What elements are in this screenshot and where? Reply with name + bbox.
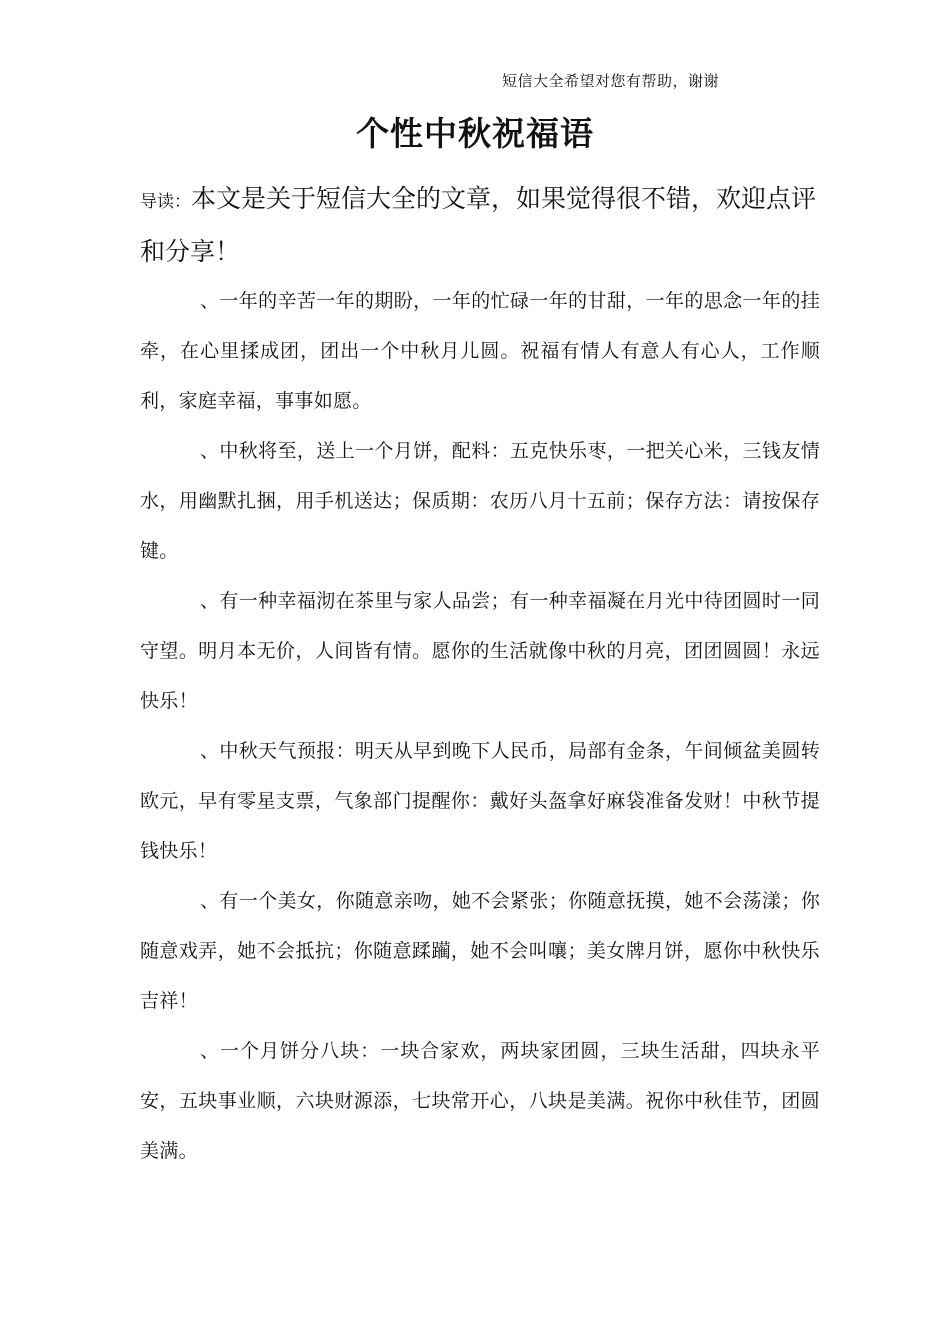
paragraph-5: 、有一个美女，你随意亲吻，她不会紧张；你随意抚摸，她不会荡漾；你随意戏弄，她不会抵抗；你随意蹂躏，她不会叫嚷；美女牌月饼，愿你中秋快乐吉祥！ xyxy=(140,890,820,1012)
paragraph-6: 、一个月饼分八块：一块合家欢，两块家团圆，三块生活甜，四块永平安，五块事业顺，六块财源添，七块常开心，八块是美满。祝你中秋佳节，团圆美满。 xyxy=(140,1040,820,1162)
paragraph-4: 、中秋天气预报：明天从早到晚下人民币，局部有金条，午间倾盆美圆转欧元，早有零星支票，气象部门提醒你：戴好头盔拿好麻袋准备发财！中秋节提钱快乐！ xyxy=(140,740,820,862)
intro-text: 本文是关于短信大全的文章，如果觉得很不错，欢迎点评和分享！ xyxy=(140,184,817,266)
paragraph-3: 、有一种幸福沏在茶里与家人品尝；有一种幸福凝在月光中待团圆时一同守望。明月本无价，人间皆有情。愿你的生活就像中秋的月亮，团团圆圆！永远快乐！ xyxy=(140,590,820,712)
paragraph-1: 、一年的辛苦一年的期盼，一年的忙碌一年的甘甜，一年的思念一年的挂牵，在心里揉成团，团出一个中秋月儿圆。祝福有情人有意人有心人，工作顺利，家庭幸福，事事如愿。 xyxy=(140,290,820,412)
document-title: 个性中秋祝福语 xyxy=(356,114,594,153)
paragraph-2: 、中秋将至，送上一个月饼，配料：五克快乐枣，一把关心米，三钱友情水，用幽默扎捆，用手机送达；保质期：农历八月十五前；保存方法：请按保存键。 xyxy=(140,440,820,562)
intro-label: 导读： xyxy=(140,192,191,212)
header-note: 短信大全希望对您有帮助，谢谢 xyxy=(502,72,720,90)
body-content xyxy=(140,276,820,1176)
intro-paragraph xyxy=(140,174,820,276)
